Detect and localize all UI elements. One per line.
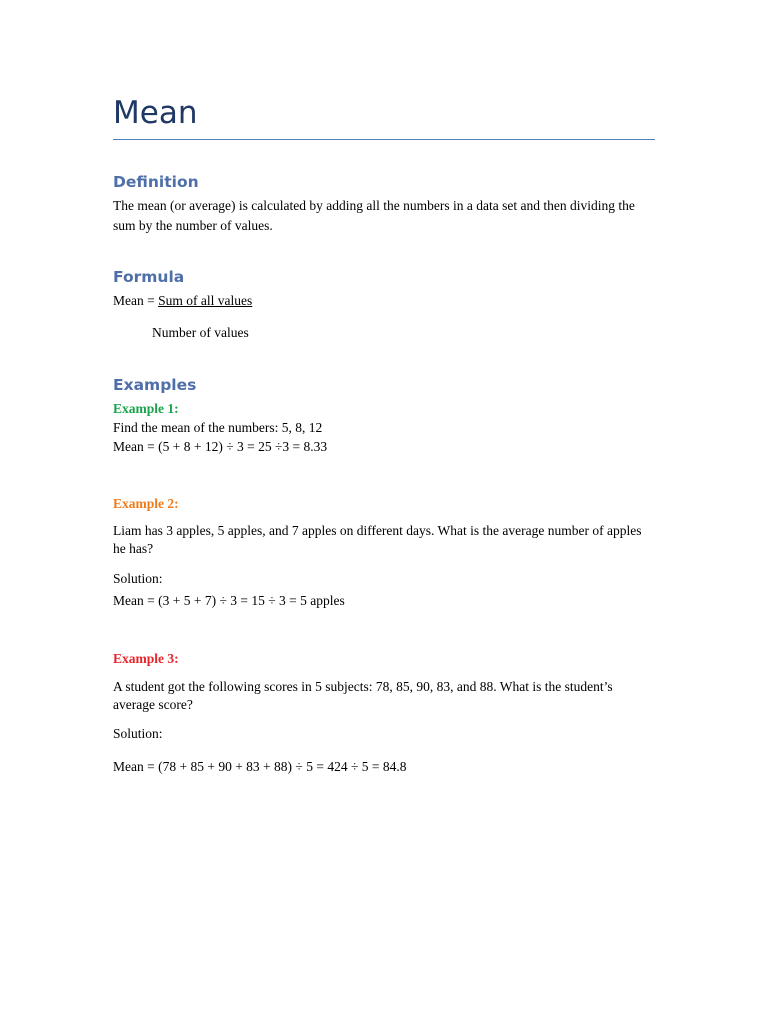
example-1-answer: Mean = (5 + 8 + 12) ÷ 3 = 25 ÷3 = 8.33 [113,439,328,454]
formula-numerator: Sum of all values [158,293,253,308]
title-underline-rule [113,139,655,140]
example-3-solution-label: Solution: [113,726,163,741]
formula-prefix: Mean = [113,293,159,308]
formula-heading: Formula [113,268,185,286]
example-2-question: Liam has 3 apples, 5 apples, and 7 apples on different days. What is the average number of apples he has? [113,523,642,556]
formula-line [113,292,252,310]
example-3-label: Example 3: [113,651,179,666]
example-3-question: A student got the following scores in 5 subjects: 78, 85, 90, 83, and 88. What is the student’s average score? [113,679,613,712]
example-2-solution-label: Solution: [113,571,163,586]
example-2-answer: Mean = (3 + 5 + 7) ÷ 3 = 15 ÷ 3 = 5 apples [113,593,345,608]
example-2-label: Example 2: [113,496,179,511]
formula-denominator: Number of values [152,325,249,340]
example-3-answer: Mean = (78 + 85 + 90 + 83 + 88) ÷ 5 = 424 ÷ 5 = 84.8 [113,759,407,774]
example-1-label: Example 1: [113,401,179,416]
examples-heading: Examples [113,376,197,394]
example-1-question: Find the mean of the numbers: 5, 8, 12 [113,420,323,435]
definition-text: The mean (or average) is calculated by adding all the numbers in a data set and then dividing the sum by the number of values. [113,198,635,233]
definition-heading: Definition [113,173,199,191]
page-title: Mean [113,95,198,131]
